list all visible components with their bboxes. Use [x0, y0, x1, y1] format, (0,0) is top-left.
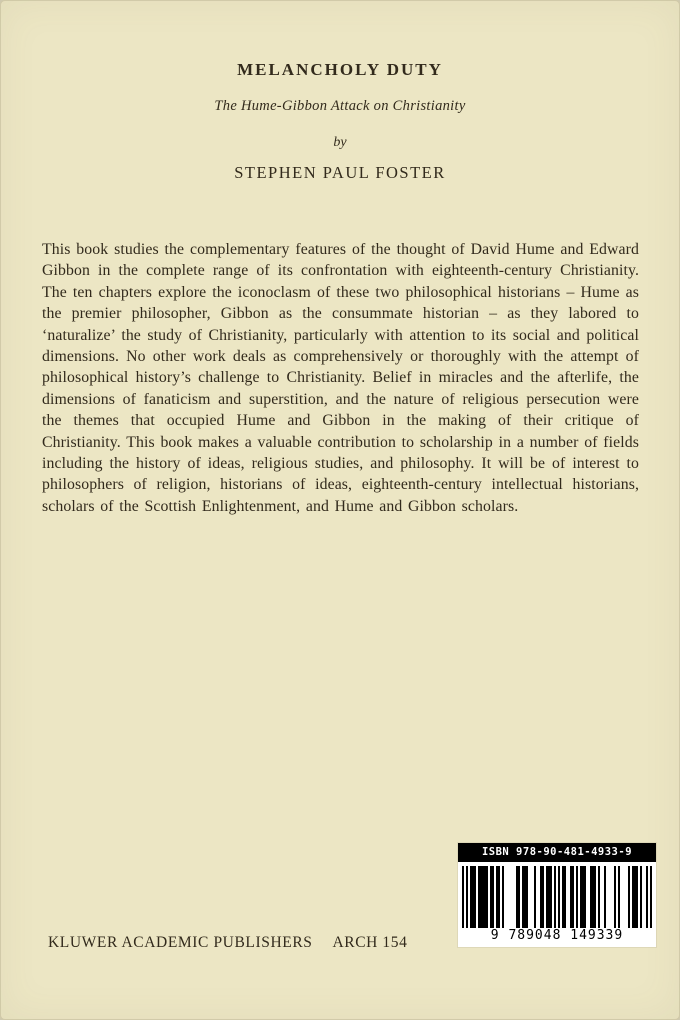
publisher-line	[48, 934, 407, 952]
barcode-number: 9 789048 149339	[458, 928, 656, 947]
book-blurb: This book studies the complementary features of the thought of David Hume and Edward Gibbon in the complete range of its confrontation with eighteenth-century Christianity. The ten chapters explore the iconoclasm of these two philosophical historians – Hume as the premier philosopher, Gibbon as the consummate historian – as they labored to ‘naturalize’ the study of Christianity, particularly with attention to its social and political dimensions. No other work deals as comprehensively or thoroughly with the attempt of philosophical history’s challenge to Christianity. Belief in miracles and the afterlife, the dimensions of fanaticism and superstition, and the nature of religious persecution were the themes that occupied Hume and Gibbon in the making of their critique of Christianity. This book makes a valuable contribution to scholarship in a number of fields including the history of ideas, religious studies, and philosophy. It will be of interest to philosophers of religion, historians of ideas, eighteenth-century intellectual historians, scholars of the Scottish Enlightenment, and Hume and Gibbon scholars.	[42, 241, 639, 515]
arch-code: ARCH 154	[332, 934, 408, 951]
publisher-name: KLUWER ACADEMIC PUBLISHERS	[48, 934, 313, 951]
book-subtitle: The Hume-Gibbon Attack on Christianity	[214, 98, 466, 114]
barcode-bars	[458, 862, 656, 928]
author-name: STEPHEN PAUL FOSTER	[234, 163, 446, 182]
barcode-block	[458, 843, 656, 947]
book-title: MELANCHOLY DUTY	[237, 60, 443, 79]
byline: by	[333, 135, 347, 150]
isbn-label: ISBN 978-90-481-4933-9	[458, 843, 656, 862]
